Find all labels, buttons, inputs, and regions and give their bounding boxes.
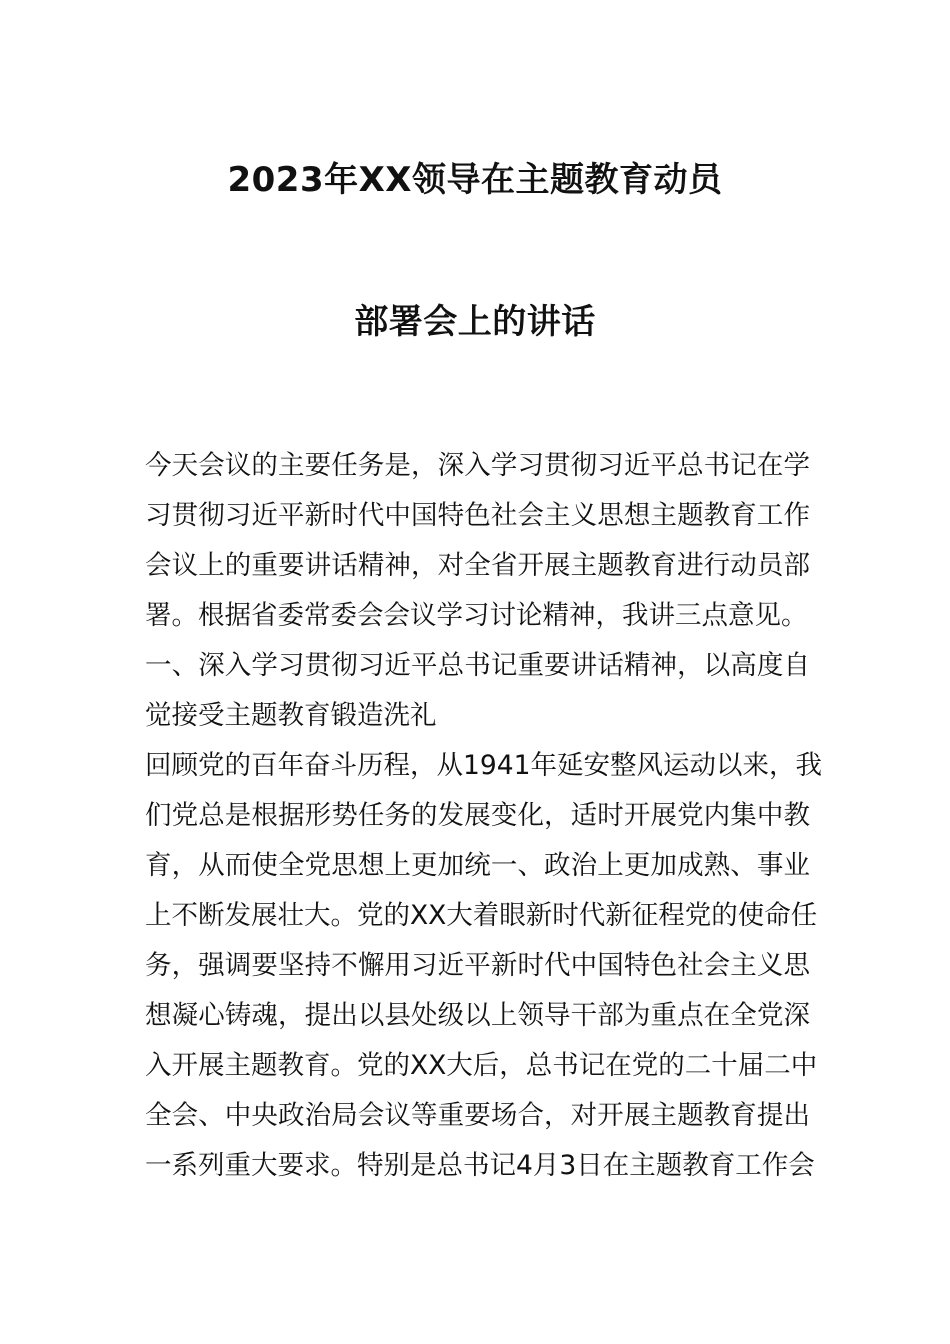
body-line: 务，强调要坚持不懈用习近平新时代中国特色社会主义思	[145, 950, 810, 981]
document-title-line-2: 部署会上的讲话	[354, 302, 596, 342]
body-line: 们党总是根据形势任务的发展变化，适时开展党内集中教	[145, 800, 810, 831]
body-line: 上不断发展壮大。党的XX大着眼新时代新征程党的使命任	[145, 900, 818, 931]
body-line: 育，从而使全党思想上更加统一、政治上更加成熟、事业	[145, 850, 810, 881]
body-line: 全会、中央政治局会议等重要场合，对开展主题教育提出	[145, 1100, 810, 1131]
body-line: 一系列重大要求。特别是总书记4月3日在主题教育工作会	[145, 1150, 815, 1181]
body-line: 回顾党的百年奋斗历程，从1941年延安整风运动以来，我	[145, 750, 822, 781]
section-heading-line: 觉接受主题教育锻造洗礼	[145, 700, 437, 731]
body-line: 会议上的重要讲话精神，对全省开展主题教育进行动员部	[145, 550, 810, 581]
document-title-line-1: 2023年XX领导在主题教育动员	[227, 160, 723, 200]
body-line: 署。根据省委常委会会议学习讨论精神，我讲三点意见。	[145, 600, 808, 631]
body-line: 今天会议的主要任务是，深入学习贯彻习近平总书记在学	[145, 450, 810, 481]
body-line: 入开展主题教育。党的XX大后，总书记在党的二十届二中	[145, 1050, 818, 1081]
document-body	[145, 441, 822, 1191]
body-line: 想凝心铸魂，提出以县处级以上领导干部为重点在全党深	[145, 1000, 810, 1031]
section-heading-line: 一、深入学习贯彻习近平总书记重要讲话精神，以高度自	[145, 650, 810, 681]
body-line: 习贯彻习近平新时代中国特色社会主义思想主题教育工作	[145, 500, 810, 531]
